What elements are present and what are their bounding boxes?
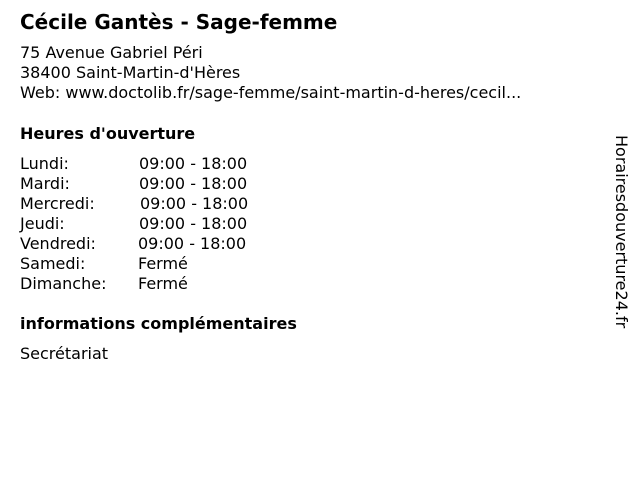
hours-time: 09:00 - 18:00: [138, 234, 247, 253]
info-heading: informations complémentaires: [20, 314, 297, 333]
info-text: Secrétariat: [20, 344, 109, 363]
address-web-link[interactable]: Web: www.doctolib.fr/sage-femme/saint-martin-d-heres/cecil...: [20, 83, 522, 102]
site-watermark: Horairesdouverture24.fr: [612, 135, 631, 329]
hours-day: Mercredi:: [20, 194, 95, 213]
hours-day: Samedi:: [20, 254, 86, 273]
hours-heading: Heures d'ouverture: [20, 124, 196, 143]
hours-time: 09:00 - 18:00: [139, 174, 248, 193]
hours-time: 09:00 - 18:00: [139, 214, 248, 233]
hours-time: 09:00 - 18:00: [139, 154, 248, 173]
hours-time: Fermé: [138, 274, 188, 293]
hours-day: Mardi:: [20, 174, 70, 193]
hours-day: Vendredi:: [20, 234, 96, 253]
address-city: 38400 Saint-Martin-d'Hères: [20, 63, 241, 82]
hours-day: Lundi:: [20, 154, 69, 173]
page-title: Cécile Gantès - Sage-femme: [20, 10, 338, 34]
address-street: 75 Avenue Gabriel Péri: [20, 43, 203, 62]
hours-day: Jeudi:: [20, 214, 65, 233]
address-block: [20, 43, 521, 103]
hours-time: Fermé: [138, 254, 188, 273]
hours-time: 09:00 - 18:00: [140, 194, 249, 213]
hours-day: Dimanche:: [20, 274, 107, 293]
